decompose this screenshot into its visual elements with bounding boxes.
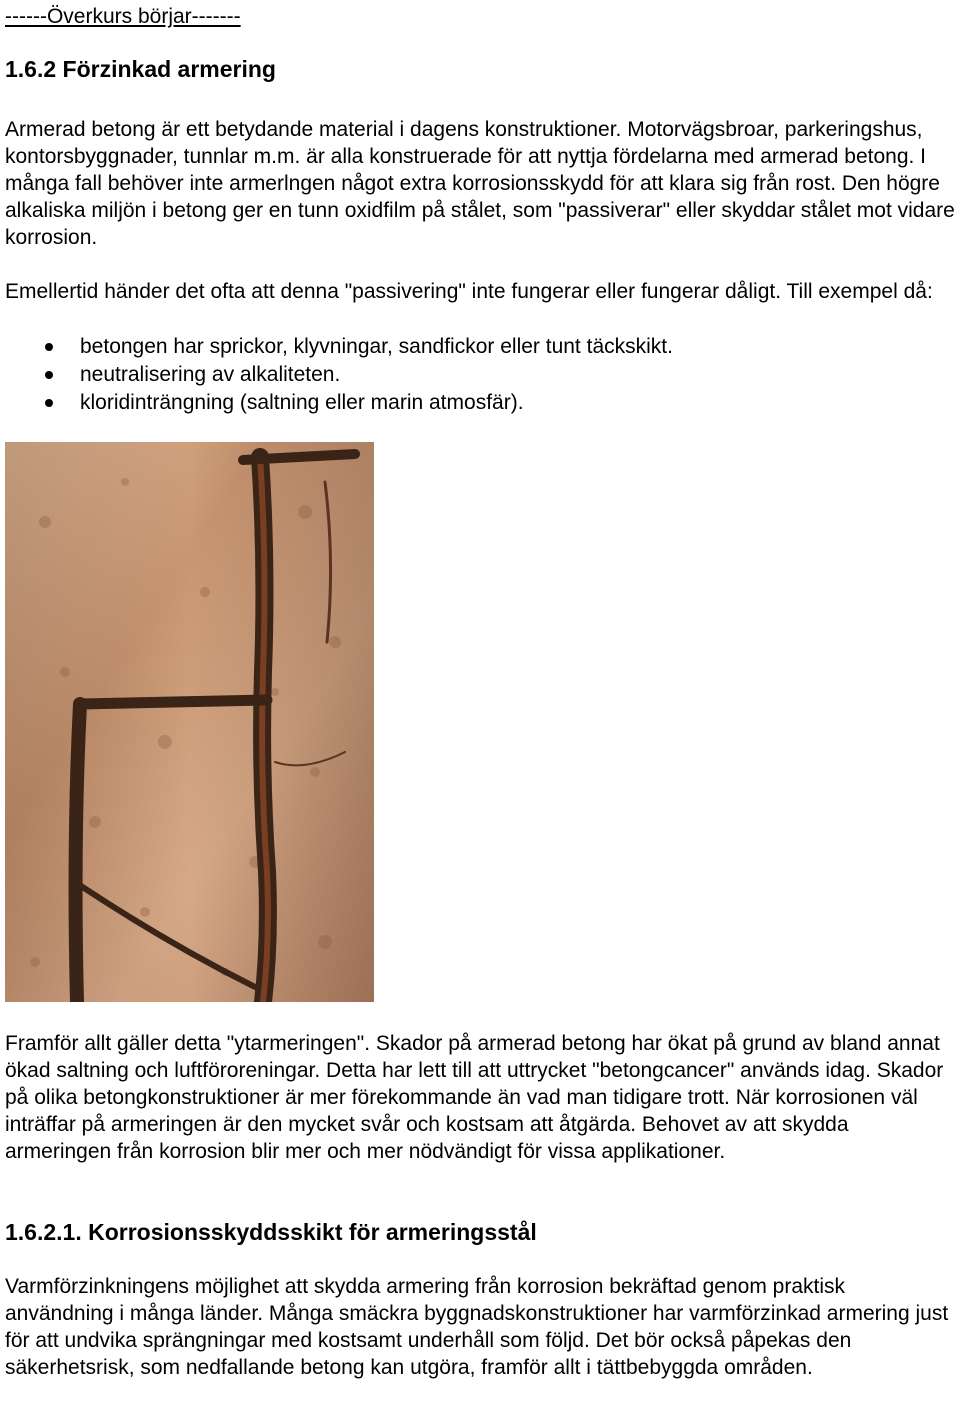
bullet-icon bbox=[45, 399, 53, 407]
list-item-text: betongen har sprickor, klyvningar, sandfickor eller tunt täckskikt. bbox=[80, 335, 673, 358]
list-item-text: neutralisering av alkaliteten. bbox=[80, 363, 341, 386]
cause-list bbox=[5, 333, 673, 417]
list-item bbox=[5, 361, 673, 389]
section-heading: 1.6.2 Förzinkad armering bbox=[5, 56, 276, 82]
problem-paragraph: Emellertid händer det ofta att denna "passivering" inte fungerar eller fungerar dåligt. Till exempel då: bbox=[5, 280, 933, 303]
subsection-paragraph: Varmförzinkningens möjlighet att skydda armering från korrosion bekräftad genom praktisk användning i många länder. Många smäckra byggnadskonstruktioner har varmförzinkad armering just för att undvika sprängningar med kostsamt underhåll som följd. Det bör också påpekas den säkerhetsrisk, som nedfallande betong kan utgöra, framför allt i tättbebyggda områden. bbox=[5, 1275, 949, 1379]
corroded-rebar-photo bbox=[5, 442, 374, 1002]
subsection-heading: 1.6.2.1. Korrosionsskyddsskikt för armeringsstål bbox=[5, 1219, 537, 1245]
list-item bbox=[5, 389, 673, 417]
bullet-icon bbox=[45, 371, 53, 379]
bullet-icon bbox=[45, 343, 53, 351]
intro-paragraph: Armerad betong är ett betydande material i dagens konstruktioner. Motorvägsbroar, parkeringshus, kontorsbyggnader, tunnlar m.m. är alla konstruerade för att nyttja fördelarna med armerad betong. I många fall behöver inte armerlngen något extra korrosionsskydd för att klara sig från rost. Den högre alkaliska miljön i betong ger en tunn oxidfilm på stålet, som "passiverar" eller skyddar stålet mot vidare korrosion. bbox=[5, 118, 955, 249]
overcourse-start-marker: ------Överkurs börjar------- bbox=[5, 5, 241, 28]
list-item-text: kloridinträngning (saltning eller marin atmosfär). bbox=[80, 391, 524, 414]
after-image-paragraph: Framför allt gäller detta "ytarmeringen". Skador på armerad betong har ökat på grund av bland annat ökad saltning och luftföroreningar. Detta har lett till att uttrycket "betongcancer" används idag. Skador på olika betongkonstruktioner är mer förekommande än vad man tidigare trott. När korrosionen väl inträffar på armeringen är den mycket svår och kostsam att åtgärda. Behovet av att skydda armeringen från korrosion blir mer och mer nödvändigt för vissa applikationer. bbox=[5, 1032, 944, 1163]
list-item bbox=[5, 333, 673, 361]
